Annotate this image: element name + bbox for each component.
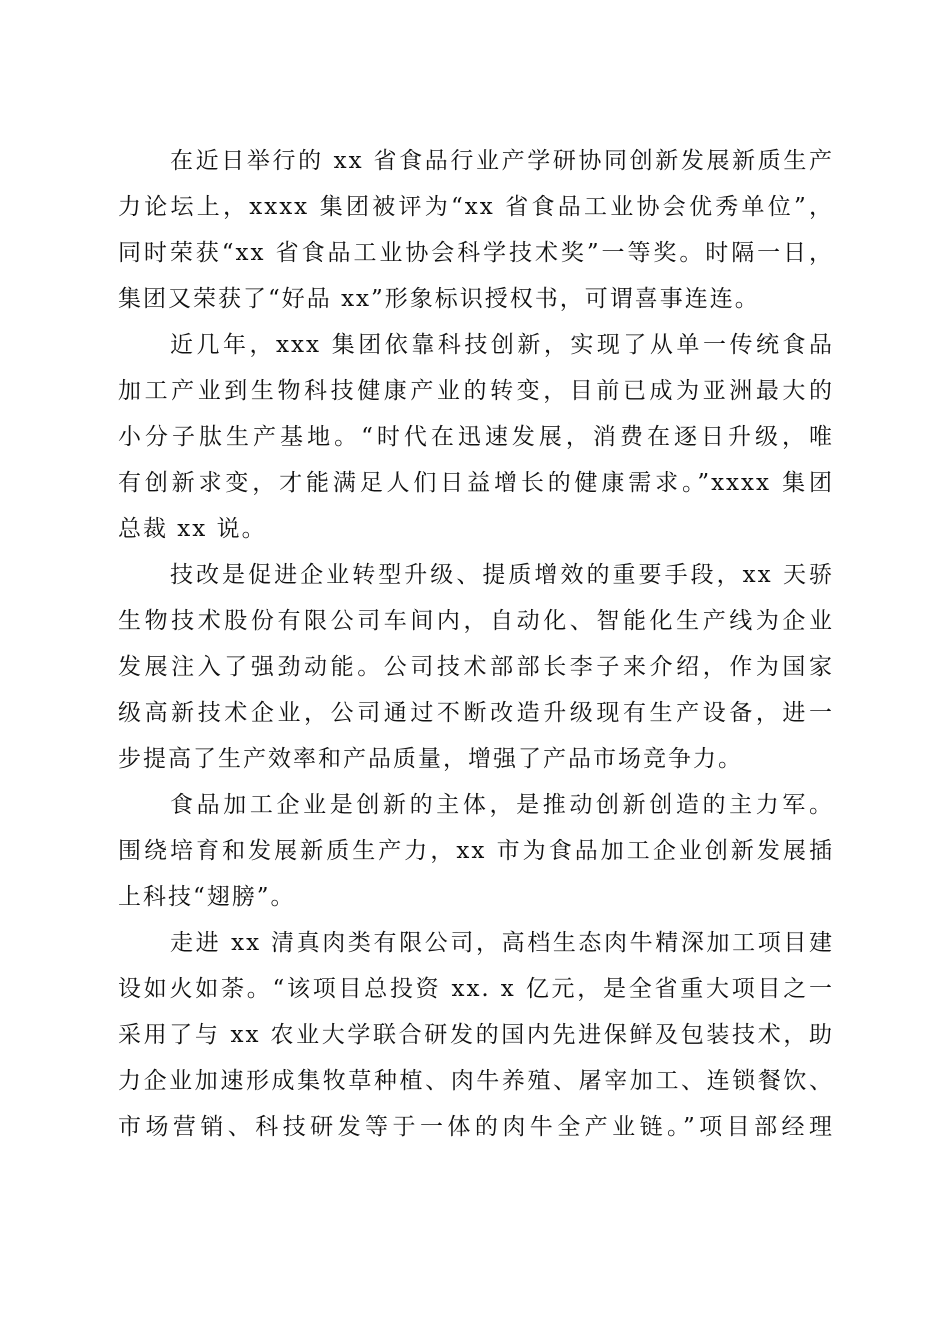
text-line: 采用了与 xx 农业大学联合研发的国内先进保鲜及包装技术，助 bbox=[118, 1022, 834, 1048]
text-line: 走进 xx 清真肉类有限公司，高档生态肉牛精深加工项目建 bbox=[170, 930, 834, 956]
paragraph-1 bbox=[118, 138, 834, 322]
text-line: 生物技术股份有限公司车间内，自动化、智能化生产线为企业 bbox=[118, 608, 834, 634]
text-line: 有创新求变，才能满足人们日益增长的健康需求。”xxxx 集团 bbox=[118, 470, 834, 496]
text-line: 发展注入了强劲动能。公司技术部部长李子来介绍，作为国家 bbox=[118, 654, 834, 680]
text-line: 力企业加速形成集牧草种植、肉牛养殖、屠宰加工、连锁餐饮、 bbox=[118, 1068, 834, 1094]
text-line: 上科技“翅膀”。 bbox=[118, 884, 296, 910]
text-line: 市场营销、科技研发等于一体的肉牛全产业链。”项目部经理 bbox=[118, 1114, 834, 1140]
article-body bbox=[118, 138, 834, 1150]
text-line: 食品加工企业是创新的主体，是推动创新创造的主力军。 bbox=[170, 792, 834, 818]
text-line: 设如火如荼。“该项目总投资 xx. x 亿元，是全省重大项目之一 bbox=[118, 976, 834, 1002]
text-line: 集团又荣获了“好品 xx”形象标识授权书，可谓喜事连连。 bbox=[118, 286, 760, 312]
text-line: 步提高了生产效率和产品质量，增强了产品市场竞争力。 bbox=[118, 746, 743, 772]
text-line: 围绕培育和发展新质生产力，xx 市为食品加工企业创新发展插 bbox=[118, 838, 834, 864]
text-line: 在近日举行的 xx 省食品行业产学研协同创新发展新质生产 bbox=[170, 148, 834, 174]
text-line: 级高新技术企业，公司通过不断改造升级现有生产设备，进一 bbox=[118, 700, 834, 726]
text-line: 加工产业到生物科技健康产业的转变，目前已成为亚洲最大的 bbox=[118, 378, 834, 404]
text-line: 总裁 xx 说。 bbox=[118, 516, 267, 542]
paragraph-4 bbox=[118, 782, 834, 920]
text-line: 技改是促进企业转型升级、提质增效的重要手段，xx 天骄 bbox=[170, 562, 834, 588]
paragraph-2 bbox=[118, 322, 834, 552]
text-line: 同时荣获“xx 省食品工业协会科学技术奖”一等奖。时隔一日， bbox=[118, 240, 834, 266]
text-line: 小分子肽生产基地。“时代在迅速发展，消费在逐日升级，唯 bbox=[118, 424, 834, 450]
text-line: 力论坛上，xxxx 集团被评为“xx 省食品工业协会优秀单位”， bbox=[118, 194, 834, 220]
text-line: 近几年，xxx 集团依靠科技创新，实现了从单一传统食品 bbox=[170, 332, 834, 358]
paragraph-3 bbox=[118, 552, 834, 782]
paragraph-5 bbox=[118, 920, 834, 1150]
